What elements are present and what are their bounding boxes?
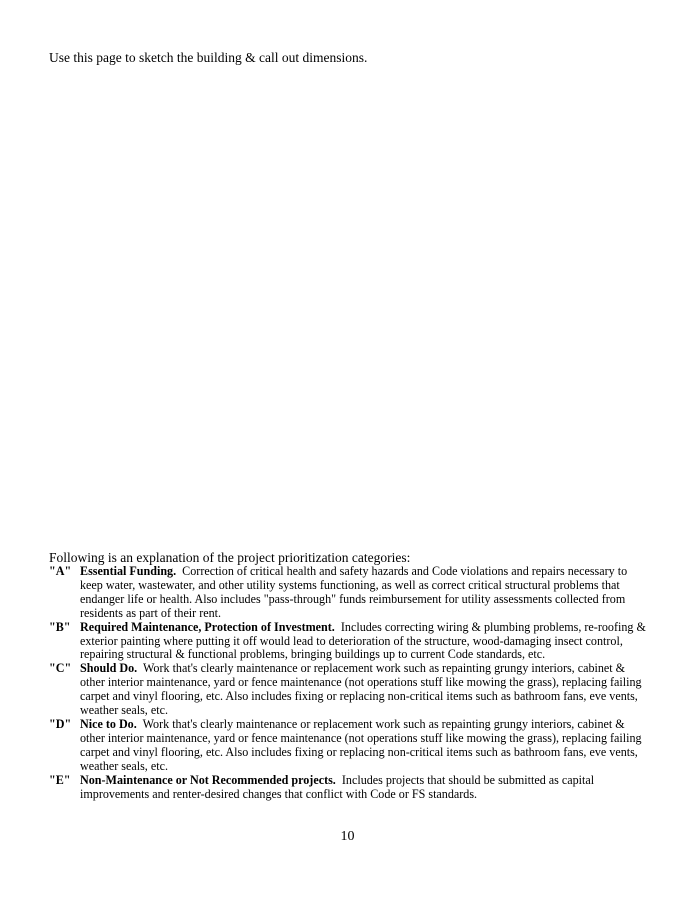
- category-text: Includes projects that should be submitted as capital improvements and renter-desired changes that conflict with Code or FS standards.: [80, 772, 595, 801]
- category-description: [80, 565, 649, 621]
- category-text: Work that's clearly maintenance or replacement work such as repainting grungy interiors, cabinet & other interior maintenance, yard or fence maintenance (not operations stuff like mowing the grass), replacing failing carpet and vinyl flooring, etc. Also includes fixing or replacing non-critical items such as bathroom fans, eve vents, weather seals, etc.: [80, 661, 642, 718]
- category-e: [49, 774, 649, 802]
- category-code: "A": [49, 564, 72, 578]
- category-code: "E": [49, 772, 71, 787]
- category-d: [49, 718, 649, 774]
- category-title: Nice to Do.: [80, 716, 137, 731]
- category-c: [49, 662, 649, 718]
- category-a: [49, 565, 649, 621]
- sketch-instruction: Use this page to sketch the building & call out dimensions.: [49, 50, 368, 65]
- category-title: Should Do.: [80, 661, 138, 676]
- category-code: "B": [49, 619, 71, 634]
- category-title: Essential Funding.: [80, 564, 177, 578]
- category-description: [80, 718, 649, 774]
- sketch-area[interactable]: [49, 72, 644, 542]
- category-code: "D": [49, 716, 72, 731]
- category-description: [80, 621, 649, 663]
- category-description: [80, 774, 649, 802]
- categories-intro: Following is an explanation of the project prioritization categories:: [49, 550, 411, 565]
- prioritization-categories: [49, 550, 649, 801]
- category-description: [80, 662, 649, 718]
- category-text: Work that's clearly maintenance or replacement work such as repainting grungy interiors, cabinet & other interior maintenance, yard or fence maintenance (not operations stuff like mowing the grass), replacing failing carpet and vinyl flooring, etc. Also includes fixing or replacing non-critical items such as bathroom fans, eve vents, weather seals, etc.: [80, 716, 642, 773]
- category-text: Correction of critical health and safety hazards and Code violations and repairs necessary to keep water, wastewater, and other utility systems functioning, as well as correct critical structural problems that endanger life or health. Also includes "pass-through" funds reimbursement for utility assessments collected from residents as part of their rent.: [80, 564, 628, 620]
- category-text: Includes correcting wiring & plumbing problems, re-roofing & exterior painting where putting it off would lead to deterioration of the structure, wood-damaging insect control, repairing structural & functional problems, bringing buildings up to current Code standards, etc.: [80, 619, 646, 662]
- page-number: 10: [340, 829, 355, 844]
- category-title: Non-Maintenance or Not Recommended projects.: [80, 772, 336, 787]
- category-title: Required Maintenance, Protection of Investment.: [80, 619, 335, 634]
- category-code: "C": [49, 661, 72, 676]
- category-b: [49, 621, 649, 663]
